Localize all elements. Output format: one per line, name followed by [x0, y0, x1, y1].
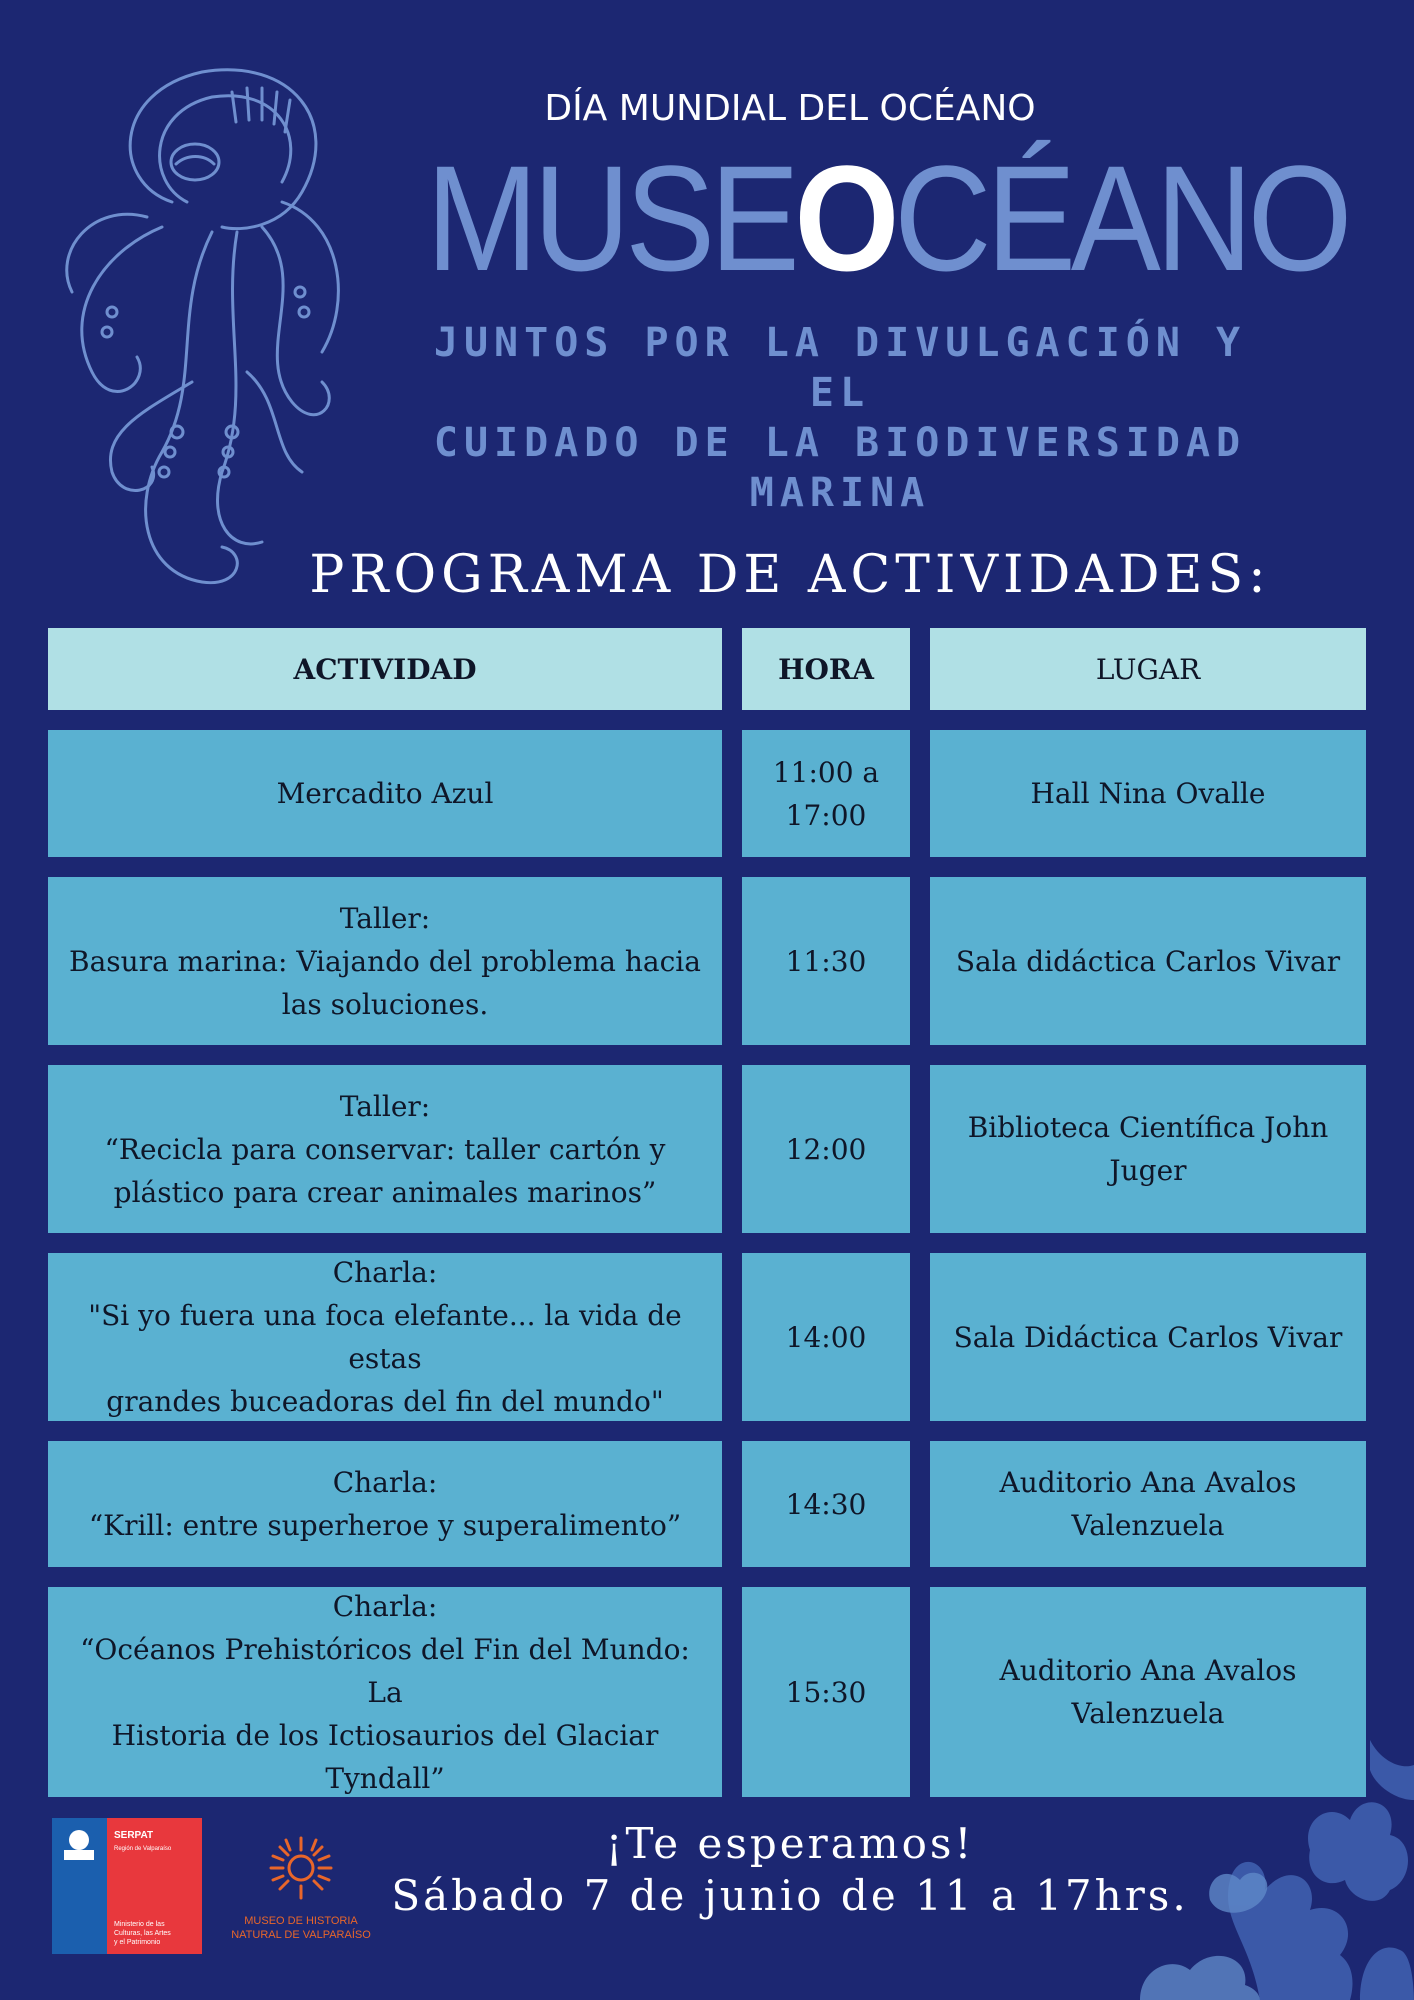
activity-line: "Si yo fuera una foca elefante... la vida de estas [88, 1299, 682, 1375]
serpat-ministry-line: y el Patrimonio [114, 1939, 161, 1946]
program-title: PROGRAMA DE ACTIVIDADES: [309, 545, 1271, 605]
time-cell [742, 1441, 910, 1567]
time-cell [742, 1065, 910, 1233]
activity-cell [48, 1253, 722, 1421]
activity-line: Tyndall” [325, 1761, 445, 1795]
footer-date: Sábado 7 de junio de 11 a 17hrs. [391, 1871, 1189, 1920]
activity-line: Charla: [332, 1256, 438, 1289]
activity-line: Mercadito Azul [276, 777, 494, 810]
serpat-logo [52, 1818, 202, 1954]
place-cell [930, 1441, 1366, 1567]
activity-line: “Océanos Prehistóricos del Fin del Mundo: La [80, 1632, 690, 1709]
museum-name-line: NATURAL DE VALPARAÍSO [231, 1929, 371, 1941]
place-cell [930, 1253, 1366, 1421]
time-line: 17:00 [785, 798, 867, 832]
table-row [48, 1441, 1366, 1567]
place-cell [930, 877, 1366, 1045]
place-line: Auditorio Ana Avalos [999, 1654, 1297, 1687]
tagline-line: CUIDADO DE LA BIODIVERSIDAD [433, 420, 1247, 466]
museum-name-line: MUSEO DE HISTORIA [244, 1915, 358, 1927]
activity-cell [48, 1441, 722, 1567]
brand-title [426, 134, 1348, 302]
time-line: 12:00 [785, 1132, 867, 1166]
table-row [48, 730, 1366, 857]
footer-greeting: ¡Te esperamos! [605, 1819, 975, 1868]
place-line: Juger [1109, 1154, 1187, 1187]
place-line: Valenzuela [1071, 1697, 1225, 1730]
column-header-actividad: ACTIVIDAD [48, 628, 722, 710]
tagline-line: JUNTOS POR LA DIVULGACIÓN Y EL [433, 320, 1247, 416]
table-row [48, 877, 1366, 1045]
place-line: Sala Didáctica Carlos Vivar [953, 1320, 1343, 1354]
activity-line: Charla: [332, 1466, 438, 1499]
coral-decoration [1060, 1740, 1414, 2000]
octopus-illustration [52, 52, 382, 612]
activity-line: “Recicla para conservar: taller cartón y [104, 1132, 666, 1166]
brand-part1: MUSE [426, 134, 795, 302]
serpat-ministry-line: Ministerio de las [114, 1921, 165, 1928]
time-line: 14:00 [785, 1320, 867, 1354]
activity-line: grandes buceadoras del fin del mundo" [106, 1385, 664, 1418]
time-cell [742, 1587, 910, 1797]
activity-line: “Krill: entre superheroe y superalimento” [88, 1509, 682, 1542]
time-cell [742, 1253, 910, 1421]
table-row [48, 1065, 1366, 1233]
place-line: Valenzuela [1071, 1509, 1225, 1542]
place-line: Biblioteca Científica John [967, 1111, 1329, 1144]
serpat-ministry-line: Culturas, las Artes [114, 1930, 171, 1937]
activity-cell [48, 1587, 722, 1797]
activity-cell [48, 730, 722, 857]
column-header-hora: HORA [742, 628, 910, 710]
event-name: DÍA MUNDIAL DEL OCÉANO [544, 88, 1036, 129]
time-cell [742, 730, 910, 857]
place-line: Sala didáctica Carlos Vivar [955, 944, 1341, 978]
activity-line: Basura marina: Viajando del problema hacia [69, 944, 701, 978]
activity-line: las soluciones. [281, 987, 489, 1021]
museum-logo [226, 1830, 376, 1950]
place-line: Hall Nina Ovalle [1030, 777, 1266, 810]
time-cell [742, 877, 910, 1045]
activity-cell [48, 1065, 722, 1233]
activity-line: Charla: [332, 1589, 438, 1623]
table-header-row [48, 628, 1366, 710]
tagline-line: MARINA [749, 470, 931, 516]
activity-line: Historia de los Ictiosaurios del Glaciar [111, 1718, 659, 1752]
time-line: 14:30 [785, 1487, 867, 1521]
activity-line: Taller: [339, 901, 431, 935]
activity-line: Taller: [339, 1089, 431, 1123]
brand-o: O [794, 134, 895, 302]
time-line: 15:30 [785, 1675, 867, 1709]
serpat-title: SERPAT [114, 1830, 154, 1841]
place-cell [930, 730, 1366, 857]
tagline [400, 318, 1280, 518]
time-line: 11:30 [785, 944, 867, 978]
activity-cell [48, 877, 722, 1045]
schedule-table [48, 628, 1366, 1817]
activity-line: plástico para crear animales marinos” [113, 1175, 657, 1209]
brand-part2: CÉANO [894, 134, 1348, 302]
place-line: Auditorio Ana Avalos [999, 1466, 1297, 1499]
column-header-lugar: LUGAR [930, 628, 1366, 710]
time-line: 11:00 a [772, 755, 880, 789]
serpat-region: Región de Valparaíso [114, 1846, 172, 1852]
place-cell [930, 1065, 1366, 1233]
table-row [48, 1253, 1366, 1421]
